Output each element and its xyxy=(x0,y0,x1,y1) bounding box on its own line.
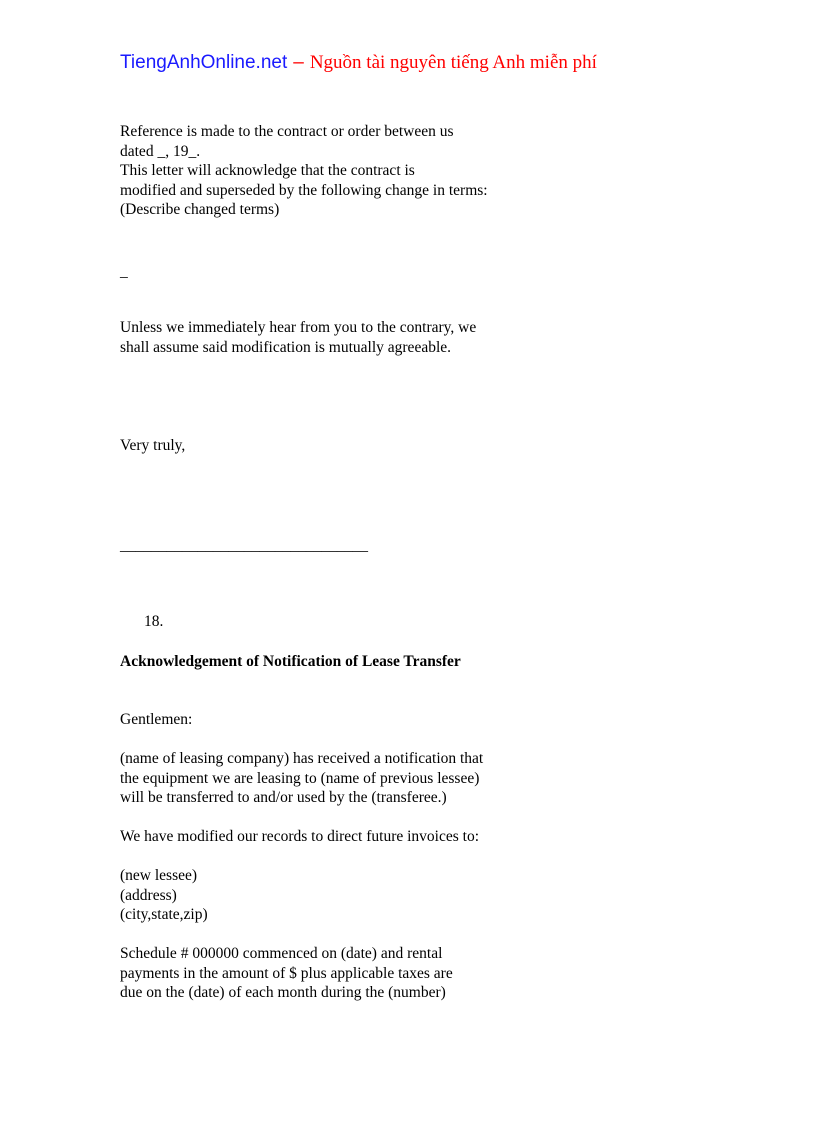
unless-line: Unless we immediately hear from you to the contrary, we xyxy=(120,319,477,336)
closing-text: Very truly, xyxy=(120,437,186,454)
section-number: 18. xyxy=(144,613,164,630)
page-header xyxy=(120,52,597,74)
reference-paragraph xyxy=(120,122,488,220)
notice-line: the equipment we are leasing to (name of previous lessee) xyxy=(120,769,480,787)
reference-line: modified and superseded by the following change in terms: xyxy=(120,181,488,199)
header-tagline: Nguồn tài nguyên tiếng Anh miễn phí xyxy=(309,52,597,73)
closing xyxy=(120,436,185,456)
site-name[interactable]: TiengAnhOnline.net xyxy=(120,52,288,73)
address-line: (city,state,zip) xyxy=(120,906,208,923)
notice-paragraph xyxy=(120,749,483,808)
reference-line: This letter will acknowledge that the contract is xyxy=(120,162,415,179)
schedule-line: payments in the amount of $ plus applicable taxes are xyxy=(120,964,453,982)
unless-paragraph xyxy=(120,318,476,357)
address-block xyxy=(120,866,208,925)
reference-line: dated _, 19_. xyxy=(120,142,201,160)
section-number-block xyxy=(144,612,163,632)
blank-line xyxy=(120,262,128,282)
schedule-paragraph xyxy=(120,944,453,1003)
signature-line: ________________________________ xyxy=(120,537,368,554)
section-title: Acknowledgement of Notification of Lease Transfer xyxy=(120,653,461,670)
modified-paragraph xyxy=(120,827,479,847)
reference-line: (Describe changed terms) xyxy=(120,201,280,218)
section-title-block xyxy=(120,652,461,672)
schedule-line: due on the (date) of each month during the (number) xyxy=(120,984,446,1001)
notice-line: will be transferred to and/or used by the (transferee.) xyxy=(120,789,447,806)
blank-underscore: _ xyxy=(120,263,128,280)
header-separator: – xyxy=(293,52,304,73)
address-line: (new lessee) xyxy=(120,867,198,884)
signature-block xyxy=(120,536,368,556)
unless-line: shall assume said modification is mutually agreeable. xyxy=(120,338,452,356)
schedule-line: Schedule # 000000 commenced on (date) and rental xyxy=(120,945,443,962)
address-line: (address) xyxy=(120,886,177,904)
salutation-block xyxy=(120,710,192,730)
salutation: Gentlemen: xyxy=(120,711,193,728)
notice-line: (name of leasing company) has received a notification that xyxy=(120,750,484,767)
reference-line: Reference is made to the contract or order between us xyxy=(120,123,454,140)
modified-text: We have modified our records to direct future invoices to: xyxy=(120,828,480,845)
